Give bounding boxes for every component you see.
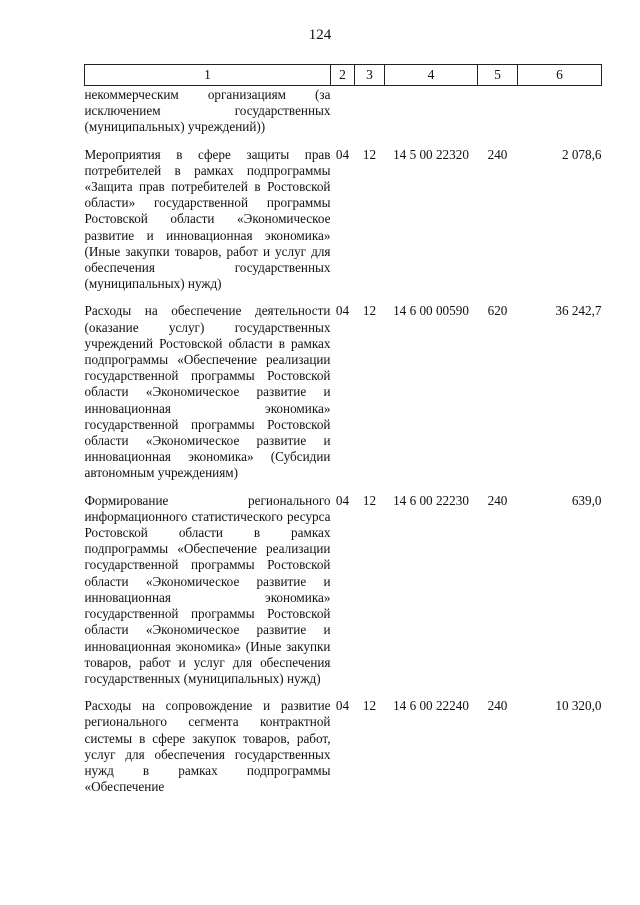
- row-description: Формирование регионального информационного статистического ресурса Ростовской области в рамках подпрограммы «Обеспечение реализации государственной программы Ростовской области «Экономическое развитие и инновационная экономика» государственной программы Ростовской области «Экономическое развитие и инновационная экономика» (Иные закупки товаров, работ и услуг для обеспечения государственных (муниципальных) нужд): [84, 492, 331, 686]
- row-description: некоммерческим организациям (за исключением государственных (муниципальных) учреждений)): [84, 87, 331, 135]
- row-section-code: [331, 86, 355, 136]
- table-row: [85, 136, 602, 293]
- row-expense-type: 620: [487, 303, 508, 319]
- row-amount: 639,0: [571, 492, 602, 508]
- row-expense-type: 240: [487, 492, 508, 508]
- row-expense-type: 240: [487, 146, 508, 162]
- row-target-article: 14 6 00 00590: [393, 303, 469, 319]
- row-amount: [518, 86, 602, 136]
- row-expense-type: [478, 86, 518, 136]
- row-description: Мероприятия в сфере защиты прав потребителей в рамках подпрограммы «Защита прав потребителей в Ростовской области» государственной программы Ростовской области «Экономическое развитие и инновационная экономика» (Иные закупки товаров, работ и услуг для обеспечения государственных (муниципальных) нужд): [84, 146, 331, 292]
- row-description: Расходы на сопровождение и развитие регионального сегмента контрактной системы в сфере закупок товаров, работ, услуг для обеспечения государственных нужд в рамках подпрограммы «Обеспечение: [84, 698, 331, 795]
- row-subsection-code: [355, 86, 385, 136]
- col-header-4: 4: [385, 65, 478, 86]
- col-header-5: 5: [478, 65, 518, 86]
- table-row: [85, 86, 602, 136]
- row-amount: 36 242,7: [555, 303, 602, 319]
- row-section-code: 04: [335, 492, 350, 508]
- col-header-1: 1: [85, 65, 331, 86]
- row-expense-type: 240: [487, 698, 508, 714]
- header-row: [85, 65, 602, 86]
- table-row: [85, 482, 602, 687]
- row-subsection-code: 12: [362, 303, 377, 319]
- row-description: Расходы на обеспечение деятельности (оказание услуг) государственных учреждений Ростовской области в рамках подпрограммы «Обеспечение реализации государственной программы Ростовской области «Экономическое развитие и инновационная экономика» государственной программы Ростовской области «Экономическое развитие и инновационная экономика» (Субсидии автономным учреждениям): [84, 303, 331, 481]
- row-subsection-code: 12: [362, 492, 377, 508]
- row-target-article: 14 6 00 22240: [393, 698, 469, 714]
- row-target-article: 14 5 00 22320: [393, 146, 469, 162]
- row-amount: 10 320,0: [555, 698, 602, 714]
- page-number: 124: [308, 27, 332, 43]
- row-amount: 2 078,6: [561, 146, 602, 162]
- row-target-article: 14 6 00 22230: [393, 492, 469, 508]
- table-row: [85, 687, 602, 795]
- row-target-article: [385, 86, 478, 136]
- table-row: [85, 292, 602, 481]
- row-subsection-code: 12: [362, 698, 377, 714]
- col-header-3: 3: [355, 65, 385, 86]
- row-subsection-code: 12: [362, 146, 377, 162]
- row-section-code: 04: [335, 303, 350, 319]
- row-section-code: 04: [335, 698, 350, 714]
- row-section-code: 04: [335, 146, 350, 162]
- col-header-6: 6: [518, 65, 602, 86]
- budget-table: [84, 64, 602, 795]
- col-header-2: 2: [331, 65, 355, 86]
